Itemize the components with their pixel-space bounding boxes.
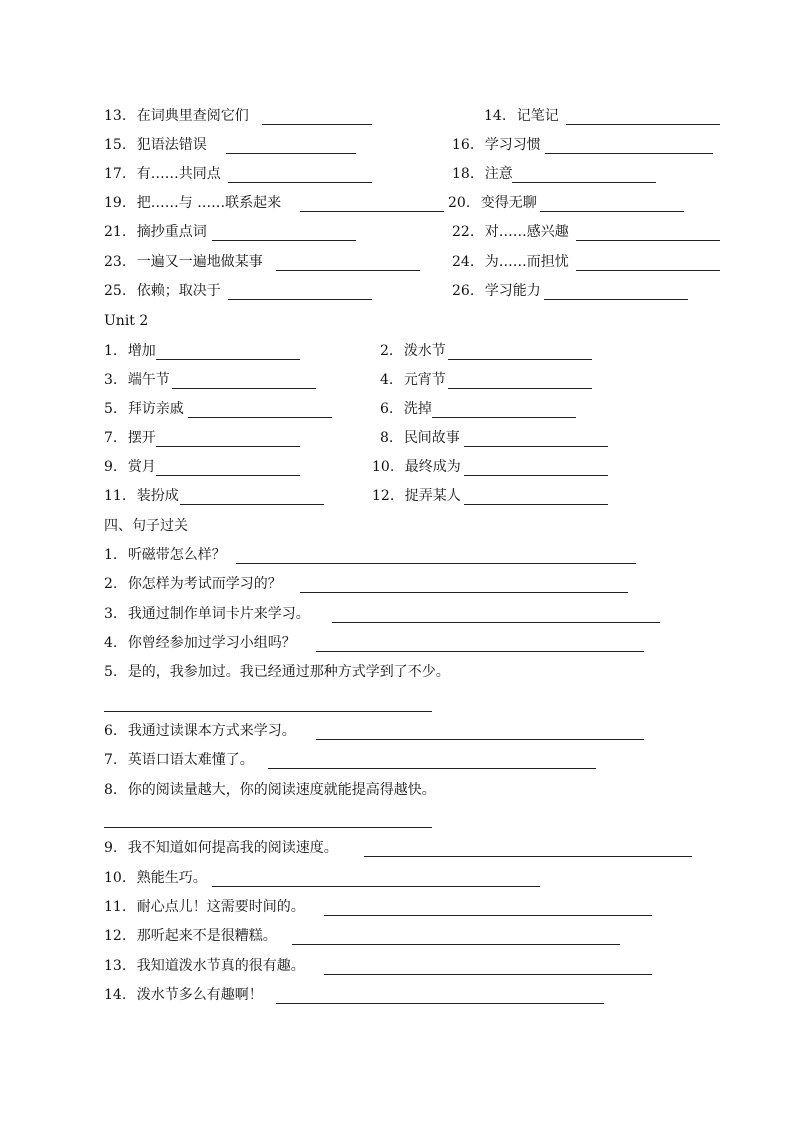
- item-number: 13.: [104, 958, 127, 974]
- vocab-item: [104, 135, 207, 155]
- item-text: 依赖；取决于: [136, 283, 221, 299]
- item-text: 变得无聊: [480, 195, 537, 211]
- answer-blank[interactable]: [268, 768, 596, 769]
- item-number: 14.: [484, 108, 507, 124]
- item-number: 5.: [104, 401, 118, 417]
- item-number: 15.: [104, 137, 127, 153]
- sentence-item: [104, 574, 282, 594]
- answer-blank[interactable]: [448, 359, 592, 360]
- item-text: 元宵节: [403, 372, 446, 388]
- answer-blank[interactable]: [180, 504, 324, 505]
- answer-blank[interactable]: [512, 182, 656, 183]
- item-number: 10.: [372, 459, 395, 475]
- answer-blank[interactable]: [262, 124, 372, 125]
- item-number: 7.: [104, 752, 118, 768]
- answer-blank[interactable]: [226, 153, 356, 154]
- vocab-item: [104, 106, 249, 126]
- item-text: 装扮成: [136, 488, 179, 504]
- sentence-item: [104, 897, 305, 917]
- item-number: 5.: [104, 664, 118, 680]
- sentence-item: [104, 662, 450, 682]
- answer-blank[interactable]: [188, 417, 332, 418]
- sentence-item: [104, 926, 277, 946]
- answer-blank[interactable]: [464, 446, 608, 447]
- vocab-item: [452, 164, 513, 184]
- vocab-item: [380, 399, 432, 419]
- sentence-item: [104, 633, 296, 653]
- item-number: 19.: [104, 195, 127, 211]
- sentence-item: [104, 838, 338, 858]
- vocab-item: [372, 486, 461, 506]
- answer-blank[interactable]: [464, 475, 608, 476]
- item-number: 18.: [452, 166, 475, 182]
- item-text: 把……与 ……联系起来: [136, 195, 282, 211]
- item-text: 我不知道如何提高我的阅读速度。: [127, 840, 338, 856]
- item-text: 你怎样为考试而学习的？: [127, 576, 282, 592]
- vocab-item: [104, 252, 263, 272]
- item-number: 8.: [104, 782, 118, 798]
- answer-blank[interactable]: [276, 270, 420, 271]
- answer-blank[interactable]: [545, 153, 713, 154]
- item-text: 捉弄某人: [404, 488, 461, 504]
- item-number: 25.: [104, 283, 127, 299]
- item-text: 是的，我参加过。我已经通过那种方式学到了不少。: [127, 664, 450, 680]
- item-text: 摆开: [127, 430, 156, 446]
- vocab-item: [484, 106, 559, 126]
- item-text: 我通过制作单词卡片来学习。: [127, 606, 310, 622]
- item-text: 学习能力: [484, 283, 541, 299]
- item-text: 那听起来不是很糟糕。: [136, 928, 277, 944]
- answer-blank[interactable]: [104, 711, 432, 712]
- answer-blank[interactable]: [364, 856, 692, 857]
- vocab-item: [104, 457, 156, 477]
- item-number: 4.: [380, 372, 394, 388]
- item-number: 20.: [448, 195, 471, 211]
- item-number: 16.: [452, 137, 475, 153]
- item-number: 17.: [104, 166, 127, 182]
- vocab-item: [104, 341, 156, 361]
- sentence-item: [104, 956, 305, 976]
- vocab-item: [104, 370, 170, 390]
- item-number: 10.: [104, 870, 127, 886]
- answer-blank[interactable]: [212, 886, 540, 887]
- item-text: 我通过读课本方式来学习。: [127, 723, 296, 739]
- answer-blank[interactable]: [156, 446, 300, 447]
- sentence-item: [104, 604, 310, 624]
- item-number: 1.: [104, 547, 118, 563]
- item-text: 犯语法错误: [136, 137, 207, 153]
- item-number: 21.: [104, 224, 127, 240]
- answer-blank[interactable]: [448, 388, 592, 389]
- item-text: 你曾经参加过学习小组吗？: [127, 635, 296, 651]
- item-text: 听磁带怎么样？: [127, 547, 226, 563]
- item-text: 增加: [127, 343, 156, 359]
- item-text: 有……共同点: [136, 166, 221, 182]
- answer-blank[interactable]: [316, 651, 644, 652]
- item-number: 4.: [104, 635, 118, 651]
- answer-blank[interactable]: [540, 211, 684, 212]
- answer-blank[interactable]: [300, 211, 444, 212]
- sentence-item: [104, 985, 263, 1005]
- item-number: 3.: [104, 606, 118, 622]
- section-title: 四、句子过关: [104, 518, 188, 534]
- item-text: 泼水节多么有趣啊！: [136, 987, 263, 1003]
- item-number: 7.: [104, 430, 118, 446]
- answer-blank[interactable]: [324, 974, 652, 975]
- item-number: 1.: [104, 343, 118, 359]
- item-number: 13.: [104, 108, 127, 124]
- answer-blank[interactable]: [324, 915, 652, 916]
- vocab-item: [104, 193, 281, 213]
- unit-title: Unit 2: [104, 313, 149, 329]
- item-number: 12.: [372, 488, 395, 504]
- answer-blank[interactable]: [172, 388, 316, 389]
- item-number: 3.: [104, 372, 118, 388]
- vocab-item: [452, 135, 541, 155]
- item-number: 11.: [104, 899, 127, 915]
- vocab-item: [380, 428, 460, 448]
- vocab-item: [452, 252, 569, 272]
- item-text: 耐心点儿！这需要时间的。: [136, 899, 305, 915]
- item-text: 端午节: [127, 372, 170, 388]
- item-number: 9.: [104, 459, 118, 475]
- answer-blank[interactable]: [332, 622, 660, 623]
- answer-blank[interactable]: [316, 739, 644, 740]
- vocab-item: [104, 281, 221, 301]
- item-text: 民间故事: [403, 430, 460, 446]
- answer-blank[interactable]: [104, 827, 432, 828]
- answer-blank[interactable]: [228, 182, 372, 183]
- vocab-item: [380, 341, 446, 361]
- vocab-item: [452, 281, 541, 301]
- answer-blank[interactable]: [432, 417, 576, 418]
- item-text: 在词典里查阅它们: [136, 108, 249, 124]
- answer-blank[interactable]: [566, 124, 720, 125]
- vocab-item: [380, 370, 446, 390]
- item-text: 一遍又一遍地做某事: [136, 254, 263, 270]
- vocab-item: [104, 164, 221, 184]
- vocab-item: [104, 399, 184, 419]
- item-text: 最终成为: [404, 459, 461, 475]
- answer-blank[interactable]: [576, 270, 720, 271]
- sentence-item: [104, 780, 436, 800]
- answer-blank[interactable]: [544, 299, 688, 300]
- item-text: 你的阅读量越大，你的阅读速度就能提高得越快。: [127, 782, 436, 798]
- item-number: 14.: [104, 987, 127, 1003]
- vocab-item: [372, 457, 461, 477]
- sentence-item: [104, 868, 207, 888]
- item-number: 2.: [380, 343, 394, 359]
- item-number: 11.: [104, 488, 127, 504]
- sentence-item: [104, 721, 296, 741]
- item-number: 22.: [452, 224, 475, 240]
- vocab-item: [104, 428, 156, 448]
- item-text: 熟能生巧。: [136, 870, 207, 886]
- item-text: 洗掉: [403, 401, 432, 417]
- vocab-item: [448, 193, 537, 213]
- item-text: 记笔记: [516, 108, 559, 124]
- vocab-item: [452, 222, 569, 242]
- vocab-item: [104, 222, 207, 242]
- item-text: 学习习惯: [484, 137, 541, 153]
- item-text: 英语口语太难懂了。: [127, 752, 254, 768]
- answer-blank[interactable]: [156, 475, 300, 476]
- item-number: 8.: [380, 430, 394, 446]
- vocab-item: [104, 486, 179, 506]
- sentence-item: [104, 545, 226, 565]
- item-text: 摘抄重点词: [136, 224, 207, 240]
- answer-blank[interactable]: [276, 1003, 604, 1004]
- answer-blank[interactable]: [236, 563, 636, 564]
- item-number: 23.: [104, 254, 127, 270]
- answer-blank[interactable]: [300, 592, 628, 593]
- item-text: 对……感兴趣: [484, 224, 569, 240]
- item-text: 泼水节: [403, 343, 446, 359]
- item-text: 为……而担忧: [484, 254, 569, 270]
- answer-blank[interactable]: [156, 359, 300, 360]
- item-number: 9.: [104, 840, 118, 856]
- item-text: 赏月: [127, 459, 156, 475]
- sentence-item: [104, 750, 254, 770]
- answer-blank[interactable]: [228, 299, 372, 300]
- item-number: 6.: [104, 723, 118, 739]
- answer-blank[interactable]: [576, 240, 720, 241]
- item-text: 我知道泼水节真的很有趣。: [136, 958, 305, 974]
- item-text: 拜访亲戚: [127, 401, 184, 417]
- answer-blank[interactable]: [292, 944, 620, 945]
- item-number: 2.: [104, 576, 118, 592]
- item-text: 注意: [484, 166, 513, 182]
- item-number: 24.: [452, 254, 475, 270]
- answer-blank[interactable]: [212, 240, 356, 241]
- item-number: 12.: [104, 928, 127, 944]
- item-number: 6.: [380, 401, 394, 417]
- item-number: 26.: [452, 283, 475, 299]
- answer-blank[interactable]: [464, 504, 608, 505]
